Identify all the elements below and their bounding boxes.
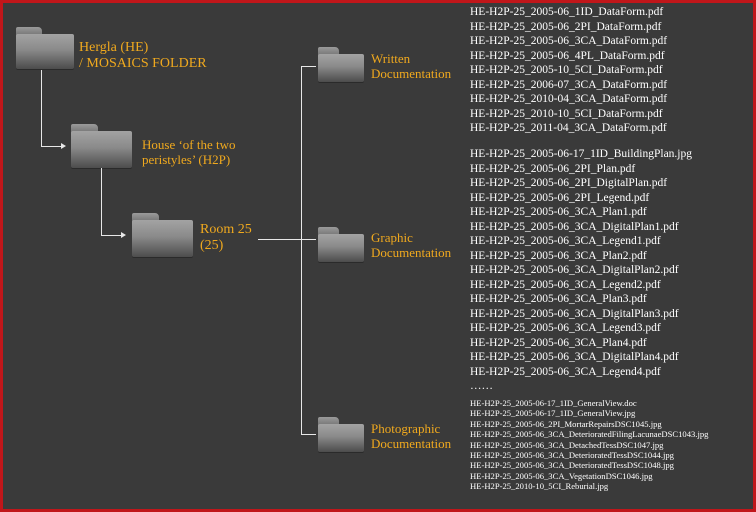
graphic-category-label: Graphic Documentation (371, 230, 452, 260)
connector-house-room-v (101, 168, 102, 236)
file-item[interactable]: HE-H2P-25_2006-07_3CA_DataForm.pdf (470, 78, 668, 91)
photographic-folder-icon (318, 417, 364, 452)
root-folder-icon (16, 27, 74, 69)
room-folder-label: Room 25 (25) (200, 222, 252, 253)
file-item[interactable]: HE-H2P-25_2005-06_3CA_Legend3.pdf (470, 322, 661, 334)
file-item[interactable]: HE-H2P-25_2005-06-17_1ID_GeneralView.jpg (470, 408, 636, 419)
file-item[interactable]: HE-H2P-25_2010-10_5CI_Reburial.jpg (470, 481, 609, 492)
photographic-category-label: Photographic Documentation (371, 421, 452, 451)
connector-bracket-v (301, 66, 302, 435)
file-item[interactable]: HE-H2P-25_2005-06_3CA_DeterioratedTessDSC1048.jpg (470, 460, 674, 471)
written-category-label: Written Documentation (371, 51, 452, 81)
arrow-to-house-icon (61, 143, 66, 149)
file-item[interactable]: HE-H2P-25_2005-06_3CA_Plan2.pdf (470, 249, 647, 262)
written-folder-icon (318, 47, 364, 82)
file-item[interactable]: HE-H2P-25_2005-06_4PL_DataForm.pdf (470, 49, 665, 62)
file-item[interactable]: HE-H2P-25_2005-06_3CA_DetachedTessDSC1047.jpg (470, 439, 664, 450)
file-item[interactable]: HE-H2P-25_2011-04_3CA_DataForm.pdf (470, 122, 667, 134)
connector-to-graphic (301, 239, 316, 240)
written-file-list (470, 5, 667, 136)
file-item[interactable]: HE-H2P-25_2005-06_3CA_Plan3.pdf (470, 293, 647, 305)
connector-root-house-h (41, 146, 61, 147)
photographic-file-list (470, 398, 708, 492)
file-item[interactable]: …… (470, 380, 493, 392)
connector-to-written (301, 66, 316, 67)
graphic-file-list (470, 147, 692, 394)
connector-house-room-h (101, 235, 121, 236)
file-item[interactable]: HE-H2P-25_2005-06_2PI_Legend.pdf (470, 191, 650, 204)
file-item[interactable]: HE-H2P-25_2010-10_5CI_DataForm.pdf (470, 107, 663, 120)
file-item[interactable]: HE-H2P-25_2005-06_3CA_Legend1.pdf (470, 235, 661, 247)
arrow-to-room-icon (121, 232, 126, 238)
file-item[interactable]: HE-H2P-25_2005-06_2PI_MortarRepairsDSC1045.jpg (470, 418, 662, 429)
file-item[interactable]: HE-H2P-25_2005-06_3CA_Plan4.pdf (470, 336, 647, 349)
file-item[interactable]: HE-H2P-25_2005-06_3CA_Legend2.pdf (470, 278, 661, 291)
file-item[interactable]: HE-H2P-25_2005-06_2PI_Plan.pdf (470, 162, 636, 175)
house-folder-icon (71, 124, 132, 168)
file-item[interactable]: HE-H2P-25_2005-06_3CA_VegetationDSC1046.jpg (470, 470, 653, 481)
root-folder-label: Hergla (HE) / MOSAICS FOLDER (79, 40, 207, 71)
house-folder-label: House ‘of the two peristyles’ (H2P) (142, 137, 236, 167)
connector-room-bracket-h (258, 239, 301, 240)
file-item[interactable]: HE-H2P-25_2005-06-17_1ID_BuildingPlan.jpg (470, 148, 693, 160)
graphic-folder-icon (318, 227, 364, 262)
file-item[interactable]: HE-H2P-25_2005-06_3CA_DigitalPlan4.pdf (470, 351, 679, 363)
file-item[interactable]: HE-H2P-25_2005-06_3CA_Legend4.pdf (470, 365, 661, 378)
connector-root-house-v (41, 70, 42, 147)
room-folder-icon (132, 213, 193, 257)
file-item[interactable]: HE-H2P-25_2005-06_3CA_DeterioratedFilingLacunaeDSC1043.jpg (470, 429, 709, 440)
file-item[interactable]: HE-H2P-25_2005-06_3CA_DeterioratedTessDSC1044.jpg (470, 450, 674, 461)
file-item[interactable]: HE-H2P-25_2005-06_3CA_DataForm.pdf (470, 35, 668, 47)
connector-to-photographic (301, 434, 316, 435)
file-item[interactable]: HE-H2P-25_2005-06_2PI_DigitalPlan.pdf (470, 177, 668, 189)
file-item[interactable]: HE-H2P-25_2005-06-17_1ID_GeneralView.doc (470, 398, 637, 408)
file-item[interactable]: HE-H2P-25_2005-10_5CI_DataForm.pdf (470, 64, 663, 76)
file-item[interactable]: HE-H2P-25_2005-06_1ID_DataForm.pdf (470, 6, 664, 18)
file-item[interactable]: HE-H2P-25_2005-06_3CA_Plan1.pdf (470, 206, 647, 218)
file-item[interactable]: HE-H2P-25_2005-06_2PI_DataForm.pdf (470, 20, 662, 33)
file-item[interactable]: HE-H2P-25_2005-06_3CA_DigitalPlan2.pdf (470, 264, 679, 276)
file-item[interactable]: HE-H2P-25_2005-06_3CA_DigitalPlan1.pdf (470, 220, 679, 233)
file-item[interactable]: HE-H2P-25_2010-04_3CA_DataForm.pdf (470, 93, 668, 105)
file-item[interactable]: HE-H2P-25_2005-06_3CA_DigitalPlan3.pdf (470, 307, 679, 320)
